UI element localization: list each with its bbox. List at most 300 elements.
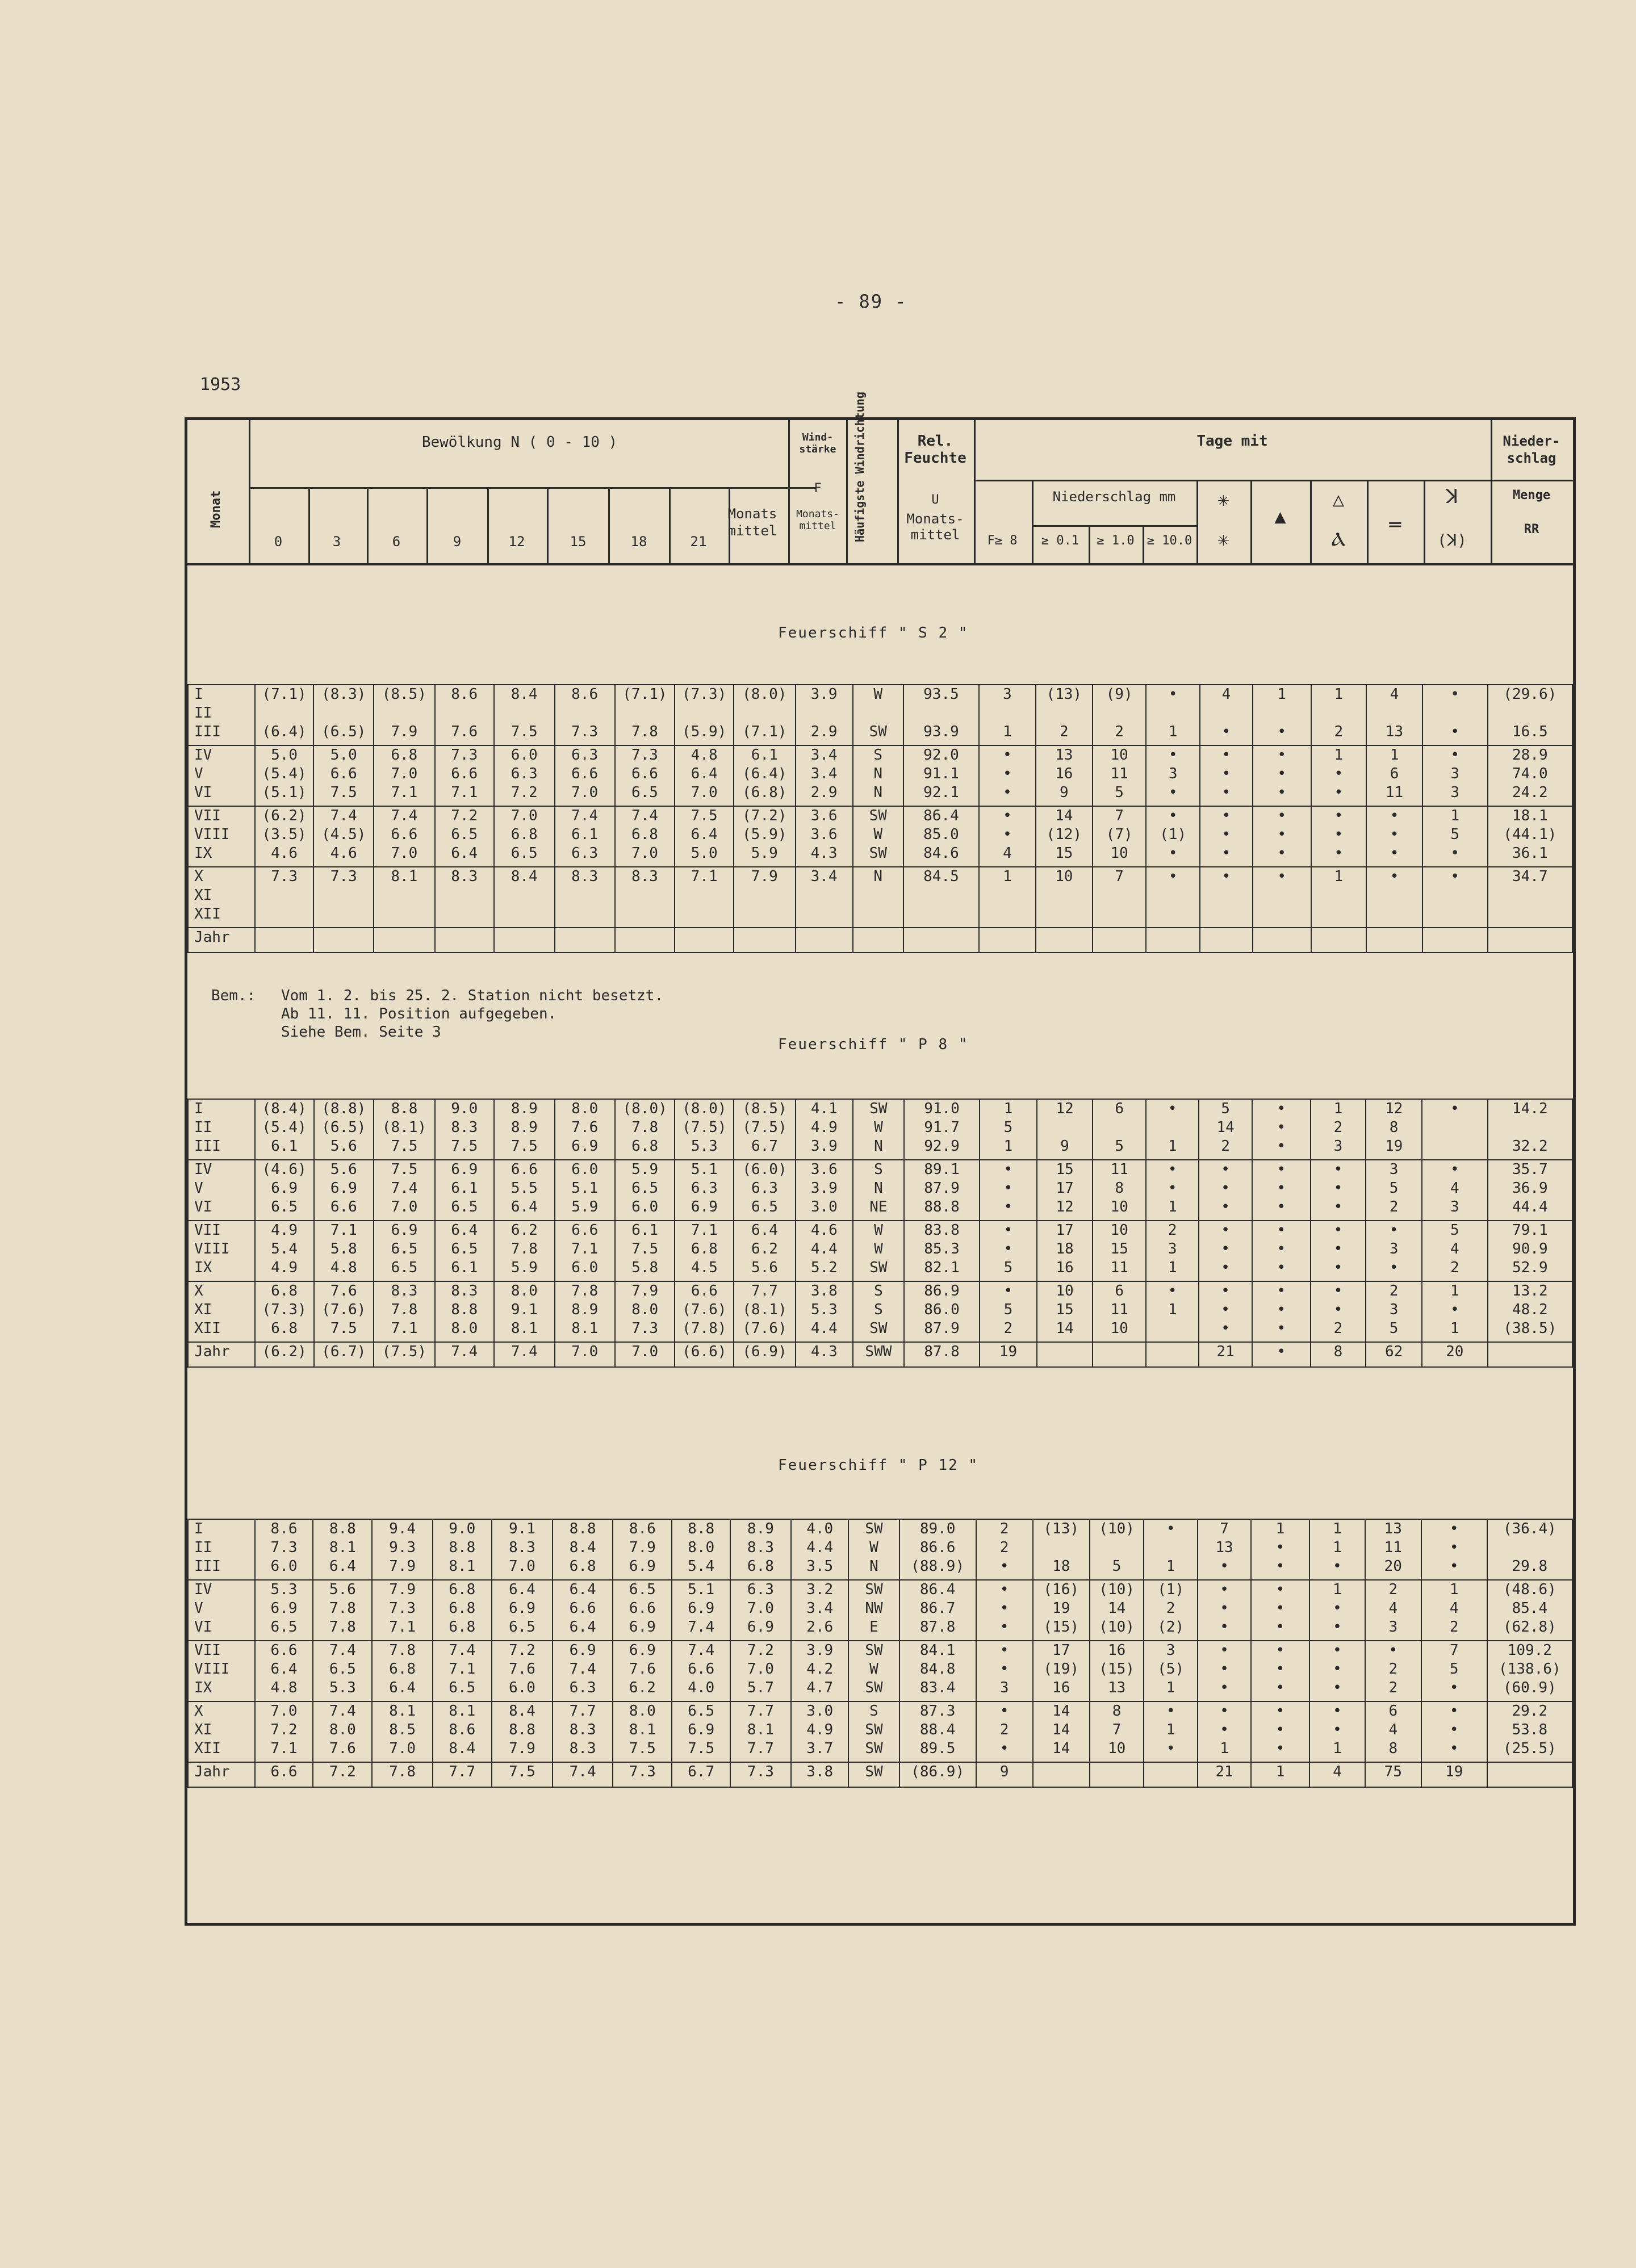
cell-graupel: • • 2 [1311,1281,1366,1342]
cell-dir [853,928,903,953]
cell-graupel [1311,928,1367,953]
cell-months: Jahr [188,1342,255,1367]
cell-snow: • • • [1198,1580,1251,1641]
cell-dir: S N N [853,745,903,806]
header-windrichtung: Häufigste Windrichtung [853,392,867,542]
cell-f: 4.3 [796,1342,853,1367]
ship-title-s2: Feuerschiff " S 2 " [778,624,969,642]
cell-n12: 6.4 6.9 6.5 [492,1580,553,1641]
header-bewoelkung: Bewölkung N ( 0 - 10 ) [421,434,618,451]
cell-thunder: 20 [1422,1342,1488,1367]
table-row [188,867,1572,928]
table-row [188,1160,1572,1221]
cell-n12: 8.0 9.1 8.1 [494,1281,555,1342]
cell-dir: SW [848,1762,899,1787]
cell-u: 87.3 88.4 89.5 [899,1701,976,1762]
data-table-p8 [187,1099,1573,1368]
cell-ns1: (10) 5 [1090,1519,1144,1580]
cell-n0: 5.0 (5.4) (5.1) [255,745,314,806]
cell-hail: • • • [1252,1160,1311,1221]
cell-n21: 7.1 6.8 4.5 [675,1221,734,1281]
cell-n21: (6.6) [675,1342,734,1367]
cell-ns01: 17 (19) 16 [1033,1641,1090,1701]
cell-mittel: 7.7 8.1 7.7 [730,1701,791,1762]
cell-graupel: • • • [1309,1641,1365,1701]
cell-mittel: (8.0) (7.1) [734,685,796,745]
header-windstaerke: Wind- stärke [799,431,836,455]
cell-f: 3.8 [791,1762,848,1787]
cell-fog: 2 3 5 [1366,1281,1422,1342]
cell-fog: 3 5 2 [1366,1160,1422,1221]
cell-dir: SW W SW [848,1641,899,1701]
cell-fog: 1 6 11 [1366,745,1422,806]
hail-icon: ▲ [1274,505,1286,528]
cell-months: IV V VI [188,1580,255,1641]
cell-f8: 9 [976,1762,1033,1787]
cell-ns10 [1146,1342,1199,1367]
cell-rr [1488,1342,1572,1367]
cell-u: 93.5 93.9 [903,685,979,745]
cell-mittel: 8.9 8.3 6.8 [730,1519,791,1580]
cell-rr [1488,928,1572,953]
cell-snow: 4 • [1200,685,1253,745]
cell-n12: 7.2 7.6 6.0 [492,1641,553,1701]
cell-ns10: • 1 • [1144,1701,1198,1762]
cell-n18: (7.1) 7.8 [615,685,675,745]
header-f-ge-8: F≥ 8 [987,534,1018,548]
cell-months: I II III [188,1519,255,1580]
cell-ns01: 14 (12) 15 [1036,806,1093,867]
cell-months: VII VIII IX [188,1641,255,1701]
cell-snow: • [1200,867,1253,928]
header-hour-3: 3 [332,534,341,550]
cell-n15: 7.0 [555,1342,615,1367]
cell-hail: • [1253,867,1311,928]
cell-fog: • 3 • [1366,1221,1422,1281]
cell-n0: 8.6 7.3 6.0 [255,1519,313,1580]
table-row [188,1221,1572,1281]
remark-line-3: Siehe Bem. Seite 3 [281,1024,441,1041]
cell-fog: 62 [1366,1342,1422,1367]
header-wind-f: F [814,481,822,496]
cell-fog: • • • [1366,806,1422,867]
cell-ns10: • • 1 [1146,1160,1199,1221]
cell-hail: 1 • [1253,685,1311,745]
graupel-icon: △ [1332,488,1345,511]
cell-months: IV V VI [188,745,255,806]
cell-months: Jahr [188,1762,255,1787]
cell-n3: 7.4 8.0 7.6 [313,1701,372,1762]
cell-n15: 6.0 5.1 5.9 [555,1160,615,1221]
cell-dir: SW W N [853,1099,904,1160]
cell-n6: 6.9 6.5 6.5 [374,1221,435,1281]
cell-n21: 6.5 6.9 7.5 [672,1701,730,1762]
cell-ns10: • 1 [1146,1099,1199,1160]
cell-n15: 8.0 7.6 6.9 [555,1099,615,1160]
table-frame [185,392,1576,1926]
cell-ns1: 7 (7) 10 [1093,806,1147,867]
cell-n15: 7.4 6.1 6.3 [555,806,615,867]
cell-n12: 8.4 7.5 [494,685,555,745]
snow-shower-icon: ✳ [1217,528,1229,551]
header-monatsmittel: Monats mittel [727,506,777,539]
cell-n15: 7.4 [553,1762,613,1787]
cell-n6: 7.8 [372,1762,432,1787]
cell-rr: 35.7 36.9 44.4 [1488,1160,1572,1221]
cell-n3: 7.3 [313,867,374,928]
cell-n18: 8.6 7.9 6.9 [613,1519,672,1580]
header-niederschlag: Nieder- schlag [1503,433,1560,466]
cell-dir: SW W SW [853,806,903,867]
cell-rr: 109.2 (138.6) (60.9) [1487,1641,1572,1701]
cell-thunder: • [1422,1099,1488,1160]
table-row [188,1580,1572,1641]
cell-fog: 13 11 20 [1365,1519,1421,1580]
table-row [188,1519,1572,1580]
fog-icon: ═ [1389,514,1401,536]
cell-snow: 21 [1199,1342,1252,1367]
cell-f: 3.9 4.2 4.7 [791,1641,848,1701]
cell-f: 3.4 [796,867,853,928]
header-menge: Menge [1512,488,1551,502]
cell-mittel: 6.1 (6.4) (6.8) [734,745,796,806]
cell-mittel [734,928,796,953]
cell-ns1: 11 8 10 [1093,1160,1146,1221]
cell-n6: 7.5 7.4 7.0 [374,1160,435,1221]
cell-f8: 1 5 1 [980,1099,1036,1160]
cell-fog: 4 13 [1366,685,1422,745]
cell-graupel: 1 • • [1311,745,1367,806]
cell-ns10: • 1 [1146,685,1200,745]
cell-ns1: 7 [1093,867,1147,928]
cell-n9 [435,928,494,953]
table-row [188,1701,1572,1762]
cell-n15: 7.7 8.3 8.3 [553,1701,613,1762]
cell-ns10: (1) 2 (2) [1144,1580,1198,1641]
cell-rr: 28.9 74.0 24.2 [1488,745,1572,806]
cell-n15 [555,928,615,953]
cell-f8: • • • [980,1160,1036,1221]
header-hour-6: 6 [392,534,401,550]
cell-n6: 7.8 6.8 6.4 [372,1641,432,1701]
cell-ns1: 10 11 5 [1093,745,1147,806]
header-hour-15: 15 [570,534,587,550]
cell-snow: 5 14 2 [1199,1099,1252,1160]
cell-graupel: 1 [1311,867,1367,928]
cell-n18: (8.0) 7.8 6.8 [615,1099,675,1160]
cell-months: IV V VI [188,1160,255,1221]
cell-f: 4.6 4.4 5.2 [796,1221,853,1281]
cell-mittel: (6.9) [734,1342,796,1367]
cell-n21: 7.4 6.6 4.0 [672,1641,730,1701]
cell-snow: • • • [1199,1221,1252,1281]
cell-n3 [313,928,374,953]
cell-u: (86.9) [899,1762,976,1787]
cell-n12: 6.0 6.3 7.2 [494,745,555,806]
year-label: 1953 [200,375,241,395]
cell-mittel: 7.9 [734,867,796,928]
cell-ns01: (13) 18 [1033,1519,1090,1580]
page-number: - 89 - [835,291,907,312]
cell-n21: 4.8 6.4 7.0 [675,745,734,806]
header-hour-21: 21 [690,534,707,550]
cell-dir: S N NE [853,1160,904,1221]
cell-fog: 2 4 3 [1365,1580,1421,1641]
cell-thunder: • • • [1421,1701,1487,1762]
cell-thunder: • 3 3 [1422,745,1488,806]
cell-mittel: 7.2 7.0 5.7 [730,1641,791,1701]
cell-n15: 8.6 7.3 [555,685,615,745]
cell-snow: • • • [1199,1160,1252,1221]
table-row [188,745,1572,806]
cell-snow: 7 13 • [1198,1519,1251,1580]
cell-f: 3.9 2.9 [796,685,853,745]
cell-dir: S S SW [853,1281,904,1342]
data-table-s2 [187,684,1573,953]
table-row [188,1641,1572,1701]
cell-months: I II III [188,685,255,745]
cell-n6 [374,928,435,953]
cell-graupel: • • • [1311,806,1367,867]
cell-snow: 21 [1198,1762,1251,1787]
cell-hail: • • • [1251,1580,1309,1641]
cell-thunder: • [1422,867,1488,928]
cell-months: X XI XII [188,867,255,928]
cell-ns10: • 3 • [1146,745,1200,806]
header-rel-feuchte: Rel. Feuchte [904,433,966,467]
cell-ns01 [1037,1342,1093,1367]
cell-f8 [979,928,1036,953]
cell-f: 3.8 5.3 4.4 [796,1281,853,1342]
cell-n6: 8.8 (8.1) 7.5 [374,1099,435,1160]
cell-f8: 1 [979,867,1036,928]
cell-n18: 8.3 [615,867,675,928]
cell-n0: (4.6) 6.9 6.5 [255,1160,314,1221]
cell-ns01: 10 15 14 [1037,1281,1093,1342]
header-wind-mittel: Monats- mittel [796,508,839,532]
cell-u: 84.5 [903,867,979,928]
cell-months: X XI XII [188,1281,255,1342]
cell-n3: 8.8 8.1 6.4 [313,1519,372,1580]
cell-n3: 7.6 (7.6) 7.5 [314,1281,374,1342]
cell-dir: W W SW [853,1221,904,1281]
cell-rr: 79.1 90.9 52.9 [1488,1221,1572,1281]
cell-n18: 7.3 [613,1762,672,1787]
cell-n9: 6.9 6.1 6.5 [435,1160,494,1221]
cell-dir: SW NW E [848,1580,899,1641]
distant-thunder-icon: (ꓘ) [1437,531,1467,550]
cell-n21: (7.3) (5.9) [675,685,734,745]
cell-dir: SWW [853,1342,904,1367]
cell-mittel: 6.3 7.0 6.9 [730,1580,791,1641]
cell-graupel: 4 [1309,1762,1365,1787]
cell-rr: 18.1 (44.1) 36.1 [1488,806,1572,867]
cell-n3: 5.6 6.9 6.6 [314,1160,374,1221]
cell-rr: (48.6) 85.4 (62.8) [1487,1580,1572,1641]
cell-ns01: 12 9 [1037,1099,1093,1160]
cell-hail: • • • [1253,745,1311,806]
header-ns-01: ≥ 0.1 [1041,534,1079,548]
cell-months: VII VIII IX [188,1221,255,1281]
cell-months: VII VIII IX [188,806,255,867]
cell-f8: • • 5 [980,1221,1036,1281]
cell-rr: 29.2 53.8 (25.5) [1487,1701,1572,1762]
cell-n18: 6.5 6.6 6.9 [613,1580,672,1641]
cell-n3: 7.1 5.8 4.8 [314,1221,374,1281]
cell-n6: 6.8 7.0 7.1 [374,745,435,806]
cell-snow: • • 1 [1198,1701,1251,1762]
cell-u: 86.9 86.0 87.9 [904,1281,980,1342]
cell-rr [1487,1762,1572,1787]
cell-snow: • • • [1200,745,1253,806]
cell-n0: 5.3 6.9 6.5 [255,1580,313,1641]
cell-n9: 6.8 6.8 6.8 [433,1580,492,1641]
cell-fog: • [1366,867,1422,928]
cell-n21 [675,928,734,953]
graupel-shower-icon: Ⲁ [1331,528,1346,551]
cell-graupel: • • 1 [1309,1701,1365,1762]
cell-n3: 7.2 [313,1762,372,1787]
cell-f8: • • 4 [979,806,1036,867]
cell-n6: (7.5) [374,1342,435,1367]
cell-months: X XI XII [188,1701,255,1762]
cell-thunder: • 4 3 [1422,1160,1488,1221]
cell-ns01: (13) 2 [1036,685,1093,745]
cell-ns10 [1144,1762,1198,1787]
table-row [188,685,1572,745]
cell-rr: 14.2 32.2 [1488,1099,1572,1160]
cell-n9: 9.0 8.3 7.5 [435,1099,494,1160]
cell-months: I II III [188,1099,255,1160]
cell-hail: • • • [1251,1701,1309,1762]
cell-fog [1366,928,1422,953]
cell-n15: 7.8 8.9 8.1 [555,1281,615,1342]
cell-f8: 2 2 • [976,1519,1033,1580]
cell-hail: 1 • • [1251,1519,1309,1580]
cell-n6: 7.4 6.6 7.0 [374,806,435,867]
cell-rr: (29.6) 16.5 [1488,685,1572,745]
cell-n0: 6.6 6.4 4.8 [255,1641,313,1701]
header-tage-mit: Tage mit [1196,433,1268,450]
cell-snow: • • • [1199,1281,1252,1342]
cell-ns1: (9) 2 [1093,685,1147,745]
header-monat: Monat [209,490,223,528]
cell-ns10: • 1 [1146,1281,1199,1342]
cell-graupel: 1 1 • [1309,1519,1365,1580]
cell-n3: 5.0 6.6 7.5 [313,745,374,806]
table-row [188,1342,1572,1367]
table-row [188,806,1572,867]
cell-u [903,928,979,953]
cell-f: 3.2 3.4 2.6 [791,1580,848,1641]
cell-ns01 [1033,1762,1090,1787]
thunderstorm-icon: ꓘ [1445,485,1459,508]
cell-rr: 34.7 [1488,867,1572,928]
cell-n6: 9.4 9.3 7.9 [372,1519,432,1580]
cell-n15: 8.8 8.4 6.8 [553,1519,613,1580]
cell-n12: 6.2 7.8 5.9 [494,1221,555,1281]
cell-thunder: 1 4 2 [1421,1580,1487,1641]
cell-graupel: 1 2 3 [1311,1099,1366,1160]
cell-n15: 6.3 6.6 7.0 [555,745,615,806]
cell-n3: 5.6 7.8 7.8 [313,1580,372,1641]
cell-thunder: • • [1422,685,1488,745]
cell-dir: N [853,867,903,928]
cell-dir: S SW SW [848,1701,899,1762]
cell-n9: 8.3 [435,867,494,928]
cell-f: 3.0 4.9 3.7 [791,1701,848,1762]
cell-thunder: 7 5 • [1421,1641,1487,1701]
cell-ns1: 8 7 10 [1090,1701,1144,1762]
cell-n0: 6.8 (7.3) 6.8 [255,1281,314,1342]
cell-n21: 5.1 6.9 7.4 [672,1580,730,1641]
cell-f8: • 2 • [976,1701,1033,1762]
cell-f8: • • 3 [976,1641,1033,1701]
cell-snow: • • • [1200,806,1253,867]
cell-thunder: 1 • 1 [1422,1281,1488,1342]
cell-ns01: 10 [1036,867,1093,928]
cell-f: 4.0 4.4 3.5 [791,1519,848,1580]
cell-f [796,928,853,953]
header-ns-10: ≥ 10.0 [1147,534,1193,548]
cell-ns01: 15 17 12 [1037,1160,1093,1221]
cell-ns1: 16 (15) 13 [1090,1641,1144,1701]
cell-mittel: (8.5) (7.5) 6.7 [734,1099,796,1160]
cell-n3: 7.4 (4.5) 4.6 [313,806,374,867]
cell-n15: 6.6 7.1 6.0 [555,1221,615,1281]
header-feuchte-u: U [931,493,939,507]
cell-ns1: 6 5 [1093,1099,1146,1160]
cell-n9: 7.7 [433,1762,492,1787]
cell-n6: (8.5) 7.9 [374,685,435,745]
cell-u: 83.8 85.3 82.1 [904,1221,980,1281]
cell-hail: • • • [1251,1641,1309,1701]
cell-ns01: 14 14 14 [1033,1701,1090,1762]
cell-ns10: 3 (5) 1 [1144,1641,1198,1701]
cell-n9: 7.4 [435,1342,494,1367]
snow-icon: ✳ [1217,488,1229,511]
cell-ns1: 10 15 11 [1093,1221,1146,1281]
cell-hail [1253,928,1311,953]
cell-ns1 [1093,1342,1146,1367]
cell-hail: • • • [1252,1221,1311,1281]
header-hour-12: 12 [508,534,525,550]
cell-u: 86.4 86.7 87.8 [899,1580,976,1641]
cell-mittel: 7.3 [730,1762,791,1787]
cell-n18: 7.4 6.8 7.0 [615,806,675,867]
cell-fog: • 2 2 [1365,1641,1421,1701]
cell-n18: 7.3 6.6 6.5 [615,745,675,806]
cell-n12: 9.1 8.3 7.0 [492,1519,553,1580]
table-row [188,1281,1572,1342]
cell-n9: 7.2 6.5 6.4 [435,806,494,867]
cell-n3: 7.4 6.5 5.3 [313,1641,372,1701]
remark-line-1: Vom 1. 2. bis 25. 2. Station nicht besetzt. [281,987,664,1004]
cell-thunder: 1 5 • [1422,806,1488,867]
cell-n12: 6.6 5.5 6.4 [494,1160,555,1221]
cell-n21: 6.6 (7.6) (7.8) [675,1281,734,1342]
cell-n3: (8.3) (6.5) [313,685,374,745]
cell-n12: 7.0 6.8 6.5 [494,806,555,867]
cell-n9: 7.4 7.1 6.5 [433,1641,492,1701]
cell-n12 [494,928,555,953]
cell-ns01 [1036,928,1093,953]
table-header [187,392,1573,565]
cell-ns10: 2 3 1 [1146,1221,1199,1281]
cell-hail: • [1252,1342,1311,1367]
cell-f8: • 5 2 [980,1281,1036,1342]
cell-n21: 5.1 6.3 6.9 [675,1160,734,1221]
